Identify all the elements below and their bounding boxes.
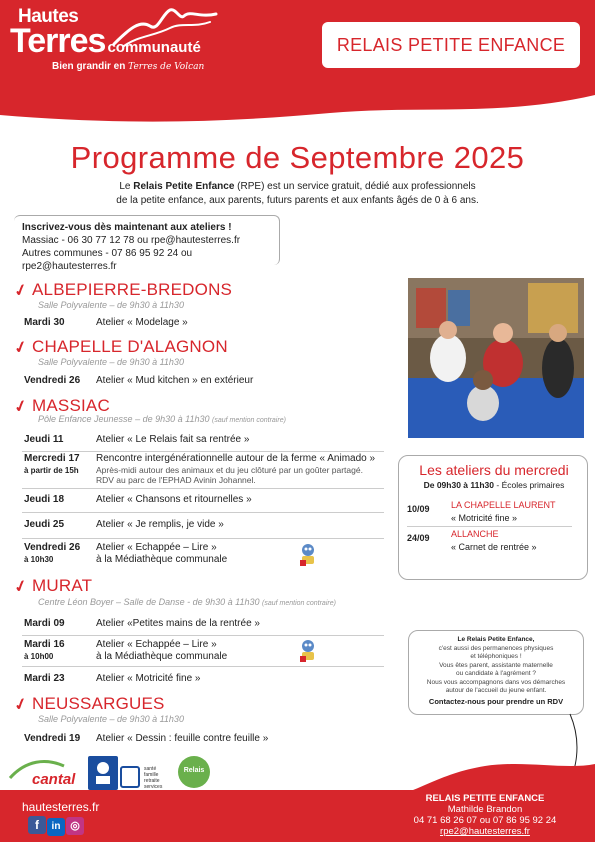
- row-divider: [22, 451, 384, 452]
- relais-logo: [178, 756, 210, 790]
- info-box: Le Relais Petite Enfance, c'est aussi des permanences physiques et téléphoniques ! Vous êtes parent, assistante maternelle ou candidate à l'agrément ? Nous vous accompagnons dans vos démarches autour de l'accueil du jeune enfant. Contactez-nous pour prendre un RDV: [408, 630, 584, 715]
- tick-icon: ✓: [12, 577, 30, 598]
- row-divider: [22, 512, 384, 513]
- tick-icon: ✓: [12, 338, 30, 359]
- contact-name: Mathilde Brandon: [447, 804, 523, 815]
- reading-character-icon: [296, 638, 320, 664]
- town-venue: Pôle Enfance Jeunesse – de 9h30 à 11h30 (sauf mention contraire): [38, 414, 286, 424]
- page-title: Programme de Septembre 2025: [70, 140, 525, 175]
- facebook-icon[interactable]: f: [28, 816, 46, 834]
- relais-text: Relais: [183, 767, 205, 774]
- signup-others[interactable]: Autres communes - 07 86 95 92 24 ou rpe2@hautesterres.fr: [22, 248, 193, 272]
- town-venue: Salle Polyvalente – de 9h30 à 11h30: [38, 300, 184, 310]
- tick-icon: ✓: [12, 695, 30, 716]
- wednesday-workshops-box: Les ateliers du mercredi De 09h30 à 11h30 - Écoles primaires 10/09 LA CHAPELLE LAURENT « Motricité fine » 24/09 ALLANCHE « Carnet de rentrée »: [398, 455, 588, 580]
- children-photo: [408, 278, 584, 438]
- row-divider: [22, 538, 384, 539]
- town-heading: ✓ CHAPELLE D'ALAGNON: [12, 337, 228, 359]
- logo-line-2: Terres: [10, 22, 106, 60]
- town-venue: Salle Polyvalente – de 9h30 à 11h30: [38, 714, 184, 724]
- row-divider: [22, 635, 384, 636]
- row-divider: [22, 666, 384, 667]
- tick-icon: ✓: [12, 281, 30, 302]
- town-heading: ✓ MURAT: [12, 576, 93, 598]
- social-links: [28, 816, 85, 836]
- linkedin-icon[interactable]: in: [47, 818, 65, 836]
- town-heading: ✓ ALBEPIERRE-BREDONS: [12, 280, 233, 302]
- caf-logo: [88, 756, 118, 790]
- reading-character-icon: [296, 542, 320, 568]
- town-venue: Salle Polyvalente – de 9h30 à 11h30: [38, 357, 184, 367]
- signup-box: [14, 215, 280, 272]
- cantal-text: cantal: [32, 771, 76, 788]
- header-wave: [0, 95, 595, 135]
- msa-text: santé famille retraite services: [144, 766, 163, 790]
- intro-text: Le Relais Petite Enfance (RPE) est un service gratuit, dédié aux professionnels de la petite enfance, aux parents, futurs parents et aux enfants âgés de 0 à 6 ans.: [116, 181, 479, 206]
- wednesday-title: Les ateliers du mercredi: [419, 462, 569, 478]
- town-heading: ✓ NEUSSARGUES: [12, 694, 165, 716]
- mountain-logo-icon: [110, 6, 220, 48]
- website-link[interactable]: hautesterres.fr: [22, 800, 100, 814]
- contact-email[interactable]: rpe2@hautesterres.fr: [440, 826, 530, 837]
- signup-title: Inscrivez-vous dès maintenant aux ateliers !: [22, 222, 232, 233]
- rpe-badge: RELAIS PETITE ENFANCE: [322, 22, 580, 68]
- instagram-icon[interactable]: ◎: [66, 817, 84, 835]
- town-venue: Centre Léon Boyer – Salle de Danse - de 9h30 à 11h30 (sauf mention contraire): [38, 597, 336, 607]
- contact-phones[interactable]: 04 71 68 26 07 ou 07 86 95 92 24: [413, 815, 557, 826]
- msa-logo: [120, 756, 170, 790]
- wednesday-subtitle: De 09h30 à 11h30 - Écoles primaires: [423, 480, 565, 490]
- signup-massiac[interactable]: Massiac - 06 30 77 12 78 ou rpe@hautesterres.fr: [22, 235, 241, 246]
- town-heading: ✓ MASSIAC: [12, 396, 110, 418]
- contact-block: [385, 793, 585, 837]
- row-divider: [407, 526, 572, 527]
- logo-line-3: communauté: [107, 39, 201, 56]
- cantal-logo: [8, 756, 88, 790]
- logo-line-1: Hautes: [18, 6, 79, 27]
- tick-icon: ✓: [12, 397, 30, 418]
- logo-tagline: Bien grandir en Terres de Volcan: [52, 61, 205, 72]
- contact-title: RELAIS PETITE ENFANCE: [425, 793, 545, 804]
- msa-icon: [120, 766, 140, 788]
- row-divider: [22, 488, 384, 489]
- info-cta: Contactez-nous pour prendre un RDV: [428, 696, 564, 706]
